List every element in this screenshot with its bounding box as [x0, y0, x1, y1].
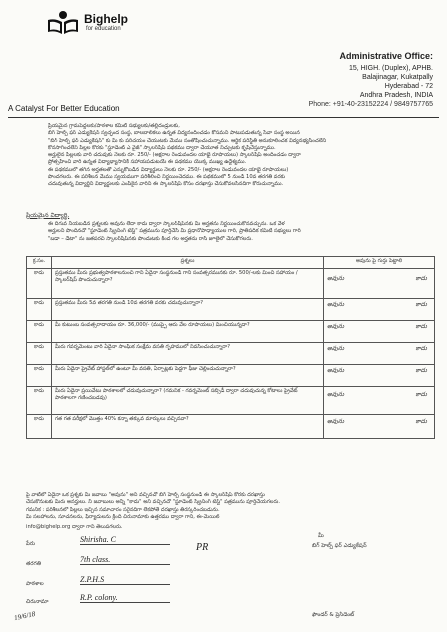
answer-no[interactable]: కాదు	[415, 324, 427, 330]
answer-no[interactable]: కాదు	[415, 276, 427, 282]
note-line: మీ సలహాలను, సూచనలను, ఫిర్యాదులను క్రింది చిరునామాకు ఉత్తరము ద్వారా గాని, ఈ-మెయిల్	[26, 513, 220, 520]
row-number: కాదు	[27, 299, 52, 321]
notes-block	[26, 492, 438, 521]
table-row	[27, 387, 435, 415]
address-line: Balajinagar, Kukatpally	[362, 74, 433, 81]
address-line: Hyderabad - 72	[384, 83, 433, 90]
intro-line: "బిగ్ హెల్ప్ ఫర్ ఎడ్యుకేషన్" కు మీ కు పరిచయం చేయుటకు మేము సంతోషించుచున్నాము. ఆర్థిక పరిస్థితి అనుకూలించక విద్యనభ్యసించలేని	[48, 137, 327, 144]
column-header-sno: క్ర.సం.	[27, 257, 52, 269]
school-field[interactable]: Z.P.H.S	[80, 575, 170, 585]
address-field[interactable]: R.P. colony.	[80, 593, 170, 603]
answer-no[interactable]: కాదు	[415, 302, 427, 308]
class-label: తరగతి	[26, 561, 42, 567]
table-row	[27, 269, 435, 299]
answer-cell[interactable]	[324, 343, 435, 365]
note-line: చేసుకొనుటకు మీరు అనర్హులు. నీ జవాబులు అన్నీ "కాదు" అని వచ్చినచో "స్టూడెంట్ స్క్రీనింగ్ టెస్ట్" పత్రమును పూర్తిచేయగలరు.	[26, 499, 280, 506]
intro-paragraph	[48, 123, 438, 189]
answer-cell[interactable]	[324, 269, 435, 299]
row-number: కాదు	[27, 387, 52, 415]
address-line: 15, HIGH. (Duplex), APHB.	[348, 65, 433, 72]
intro-line: పొందగలరు. ఈ పరిశీలన మేము స్వయముగా పరిశీలించి నిర్ణయించెదము. ఈ పథకములో 5 నుండి 10వ తరగతి వరకు	[48, 174, 286, 181]
signatory-title: ఫౌండర్ & ప్రెసిడెంట్	[312, 612, 355, 618]
intro-line: అర్హులైన పిల్లలకు వారి చదువుకు నెలకు రూ. 250/- (అక్షరాల రెండువందల యాభై రూపాయలు) స్కాలర్‌షిప్ అందించడం ద్వారా	[48, 152, 301, 159]
answer-cell[interactable]	[324, 387, 435, 415]
answer-cell[interactable]	[324, 415, 435, 439]
brand-name: Bighelp	[84, 12, 128, 26]
salutation: ప్రియమైన గ్రామపెద్దలకు/పాఠశాల కమిటీ సభ్యులకు/తల్లిదండ్రులకు,	[48, 123, 180, 129]
answer-no[interactable]: కాదు	[415, 392, 427, 398]
answer-yes[interactable]: అవును	[327, 392, 345, 398]
office-title: Administrative Office:	[339, 51, 433, 61]
question-text: మీరు ఏదైనా ప్రైవేట్ హాస్టల్‌లో ఉంటూ మీ వసతి, ఏర్పాట్లకు పెద్దగా ఫీజు చెల్లించుచున్నారా?	[52, 365, 324, 387]
table-header	[27, 257, 435, 269]
column-header-question: ప్రశ్నలు	[52, 257, 324, 269]
row-number: కాదు	[27, 321, 52, 343]
question-text: గత గత పరీక్షలో మొత్తం 40% కన్నా తక్కువ మార్కులు వచ్చినవా?	[52, 415, 324, 439]
intro-line: ప్రోత్సహించి వారి ఉన్నత విద్యాభ్యాసానికి సహాయపడుటయే ఈ పథకము యొక్క ముఖ్య ఉద్దేశ్యము.	[48, 159, 247, 166]
question-text: మీరు గవర్నమెంటు వారి ఏదైనా సాంఘిక సంక్షేమ వసతి గృహములో నివసించుచున్నారా?	[52, 343, 324, 365]
instruction-line: ఈ దిగువ నీయబడిన ప్రశ్నలకు అవును లేదా కాదు ద్వారా స్కాలర్‌షిప్‌నకు మీ అర్హతను నిర్ణయించుకొనవచ్చును. ఒక వేళ	[48, 221, 285, 227]
instruction-line: "బడా – డేటా" ను జతపరచి స్కాలర్‌షిప్‌నకు పొందుటకు కింద గల అర్హతను రాసి జూలైలో చేసుకోగలరు.	[48, 235, 253, 242]
intro-line: బిగ్ హెల్ప్ ఫర్ ఎడ్యుకేషన్ స్వచ్ఛంద సంస్థ, బాలబాలికలు ఉన్నత విద్యనందించడం కోసమని పాటుపడుతున్న సేవా సంస్థ అయిన	[48, 130, 300, 137]
question-text: ప్రస్తుతము మీరు ప్రభుత్వపాఠశాలనుంచి గాని ఏదైనా సంస్థనుండి గాని సంవత్సరమునకు రూ. 500/-లకు మించి సహాయం / స్కాలర్‌షిప్ పొందుచున్నారా?	[52, 269, 324, 299]
answer-yes[interactable]: అవును	[327, 419, 345, 425]
header-divider	[8, 117, 439, 118]
row-number: కాదు	[27, 343, 52, 365]
question-text: ప్రస్తుతము మీరు 5వ తరగతి నుండి 10వ తరగతి వరకు చదువుచున్నారా?	[52, 299, 324, 321]
row-number: కాదు	[27, 415, 52, 439]
note-line: పై వాటిలో ఏదైనా ఒక ప్రశ్నకు మీ జవాబు "అవును" అని వచ్చినచో బిగ్ హెల్ప్ సంస్థనుండి ఈ స్కాలర్‌షిప్ కొరకు దరఖాస్తు	[26, 492, 265, 498]
table-row	[27, 343, 435, 365]
phone-number: Phone: +91-40-23152224 / 9849757765	[308, 101, 433, 108]
name-field[interactable]: Shirisha. C	[80, 535, 170, 545]
answer-yes[interactable]: అవును	[327, 368, 345, 374]
row-number: కాదు	[27, 365, 52, 387]
answer-yes[interactable]: అవును	[327, 276, 345, 282]
eligibility-table	[26, 256, 435, 439]
address-label: చిరునామా	[26, 599, 49, 605]
student-section	[26, 212, 69, 220]
note-line: గమనిక : పరిశీలనలో పిల్లలు ఇచ్చిన సమాచారం సరైనదిగా లేకపోతే దరఖాస్తు తిరస్కరించబడును.	[26, 506, 220, 513]
table-row	[27, 365, 435, 387]
answer-yes[interactable]: అవును	[327, 346, 345, 352]
row-number: కాదు	[27, 269, 52, 299]
section-title: ప్రియమైన విద్యార్థి,	[26, 212, 70, 219]
question-text: మీ కుటుంబ సంవత్సరాదాయం రూ. 36,000/- (ముప్పై ఆరు వేల రూపాయలు) మించియున్నదా?	[52, 321, 324, 343]
name-label: పేరు	[26, 541, 36, 547]
intro-line: ఈ పథకములో తగిన అర్హతలతో ఎన్నుకోబడిన విద్యార్థులు నెలకు రూ. 250/- (అక్షరాల రెండువందల యాభై రూపాయలు)	[48, 166, 289, 173]
instructions-paragraph	[48, 221, 438, 243]
brand-subtitle: for education	[86, 26, 121, 32]
intro-line: కొనసాగించలేని పిల్లల కొరకు "స్టూడెంట్ ఎ వైజ్" స్కాలర్‌షిప్ పథకము ద్వారా చేయూత నిచ్చుటకు కృషిచేస్తున్నాము.	[48, 144, 276, 151]
date-stamp: 19/6/18	[13, 609, 36, 623]
tagline: A Catalyst For Better Education	[8, 104, 120, 113]
answer-cell[interactable]	[324, 365, 435, 387]
instruction-line: అర్హులని పొందినచో "స్టూడెంట్ స్క్రీనింగ్ టెస్ట్" పత్రమును పూర్తిచేసి మీ ప్రధానోపాధ్యాయుల గారి, ప్రాతిపదిక కమిటీ సభ్యులు గారి	[48, 228, 301, 235]
address-line: Andhra Pradesh, INDIA	[359, 92, 433, 99]
closing-text: మీ	[318, 533, 324, 539]
bighelp-logo-icon	[46, 10, 80, 36]
answer-yes[interactable]: అవును	[327, 324, 345, 330]
contact-email: info@bighelp.org ద్వారా గాని తెలుపగలరు.	[26, 524, 123, 530]
table-row	[27, 321, 435, 343]
answer-cell[interactable]	[324, 321, 435, 343]
organization-signature: బిగ్ హెల్ప్ ఫర్ ఎడ్యుకేషన్	[312, 543, 367, 549]
office-address	[309, 52, 433, 109]
answer-no[interactable]: కాదు	[415, 368, 427, 374]
school-label: పాఠశాల	[26, 581, 44, 587]
answer-no[interactable]: కాదు	[415, 419, 427, 425]
class-field[interactable]: 7th class.	[80, 555, 170, 565]
answer-yes[interactable]: అవును	[327, 302, 345, 308]
column-header-answer: అవును పై గుర్తు పెట్టాలి	[324, 257, 435, 269]
answer-no[interactable]: కాదు	[415, 346, 427, 352]
signature-initials: PR	[196, 542, 209, 553]
question-text: మీరు ఏదైనా ప్రయివేటు పాఠశాలలో చదువుచున్నారా? (గమనిక - గవర్నమెంట్ సబ్సిడీ ద్వారా చదువుచున్న కోటాలు ప్రైవేట్ పాఠశాలగా గణించబడవు)	[52, 387, 324, 415]
table-row	[27, 415, 435, 439]
intro-line: చదువుతున్న విద్యార్థిని విద్యార్థులకు ఎంపికైన వారిని ఈ స్కాలర్‌షిప్ కోసం దరఖాస్తు చేసుకోవలసినదిగా కోరుచున్నాము.	[48, 181, 284, 188]
answer-cell[interactable]	[324, 299, 435, 321]
table-row	[27, 299, 435, 321]
